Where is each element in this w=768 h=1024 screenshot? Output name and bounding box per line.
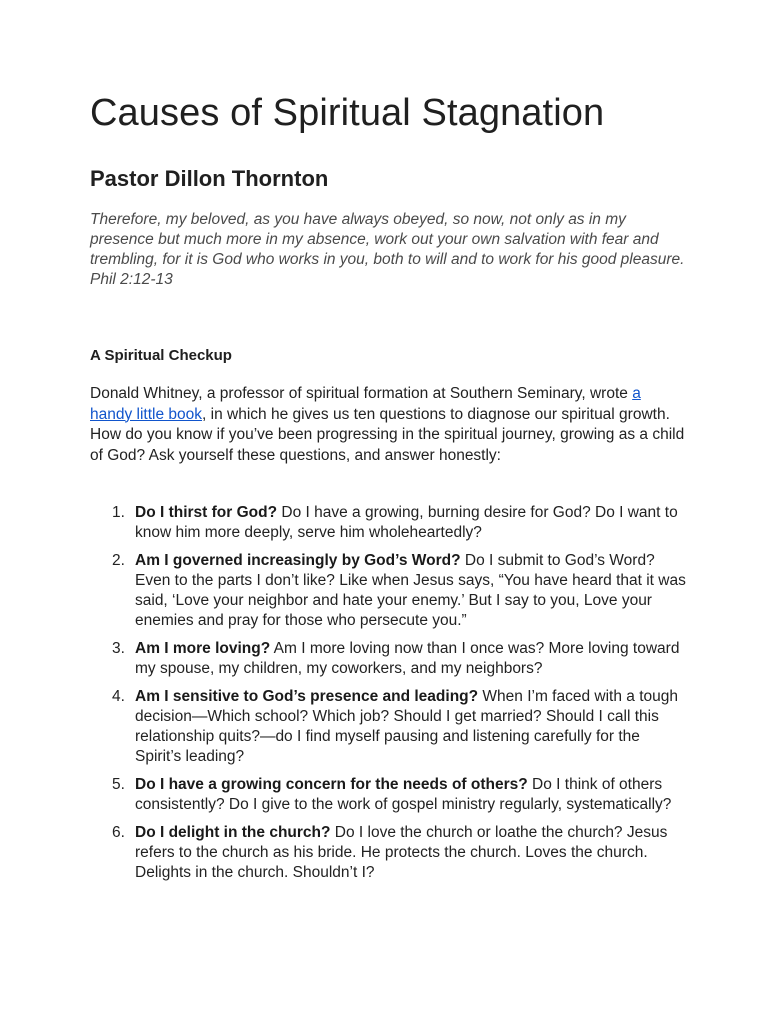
question-heading: Do I have a growing concern for the needs of others? [135, 776, 528, 793]
list-item [90, 551, 690, 632]
question-heading: Do I delight in the church? [135, 823, 331, 841]
section-heading: A Spiritual Checkup [90, 347, 232, 364]
list-number: 1. [112, 504, 125, 521]
question-heading: Am I governed increasingly by God’s Word? [135, 551, 461, 569]
questions-list [90, 503, 690, 891]
question-text: Do I have a growing, burning desire for God? Do I want to know him more deeply, serve him wholeheartedly? [135, 504, 678, 542]
list-number: 2. [112, 551, 125, 569]
list-item [90, 823, 690, 884]
list-number: 5. [112, 776, 125, 793]
question-text: Am I more loving now than I once was? More loving toward my spouse, my children, my coworkers, and my neighbors? [135, 640, 680, 678]
list-item [90, 687, 690, 768]
author-name: Pastor Dillon Thornton [90, 166, 329, 191]
list-number: 6. [112, 823, 125, 841]
question-text: Do I think of others consistently? Do I give to the work of gospel ministry regularly, systematically? [135, 776, 672, 814]
list-item [90, 639, 690, 679]
question-text: Do I love the church or loathe the church? Jesus refers to the church as his bride. He protects the church. Loves the church. Delights in the church. Shouldn’t I? [135, 823, 668, 882]
question-heading: Am I sensitive to God’s presence and leading? [135, 687, 479, 705]
question-heading: Do I thirst for God? [135, 504, 278, 521]
scripture-epigraph: Therefore, my beloved, as you have always obeyed, so now, not only as in my presence but much more in my absence, work out your own salvation with fear and trembling, for it is God who works in you, both to will and to work for his good pleasure. Phil 2:12-13 [90, 211, 685, 288]
question-text: When I’m faced with a tough decision—Which school? Which job? Should I get married? Should I call this relationship quits?—do I find myself pausing and listening carefully for the Spirit’s leading? [135, 687, 678, 766]
list-number: 4. [112, 687, 125, 705]
intro-paragraph [90, 384, 686, 466]
intro-text-start: Donald Whitney, a professor of spiritual formation at Southern Seminary, wrote [90, 385, 633, 402]
list-item [90, 775, 690, 815]
list-item [90, 503, 690, 543]
book-link[interactable]: a handy little book [90, 385, 641, 423]
list-number: 3. [112, 640, 125, 657]
intro-text-end: , in which he gives us ten questions to diagnose our spiritual growth. How do you know if you’ve been progressing in the spiritual journey, growing as a child of God? Ask yourself these questions, and answer honestly: [90, 405, 685, 464]
question-heading: Am I more loving? [135, 640, 271, 657]
question-text: Do I submit to God’s Word? Even to the parts I don’t like? Like when Jesus says, “You have heard that it was said, ‘Love your neighbor and hate your enemy.’ But I say to you, Love your enemies and pray for those who persecute you.” [135, 551, 686, 630]
document-title: Causes of Spiritual Stagnation [90, 92, 605, 134]
